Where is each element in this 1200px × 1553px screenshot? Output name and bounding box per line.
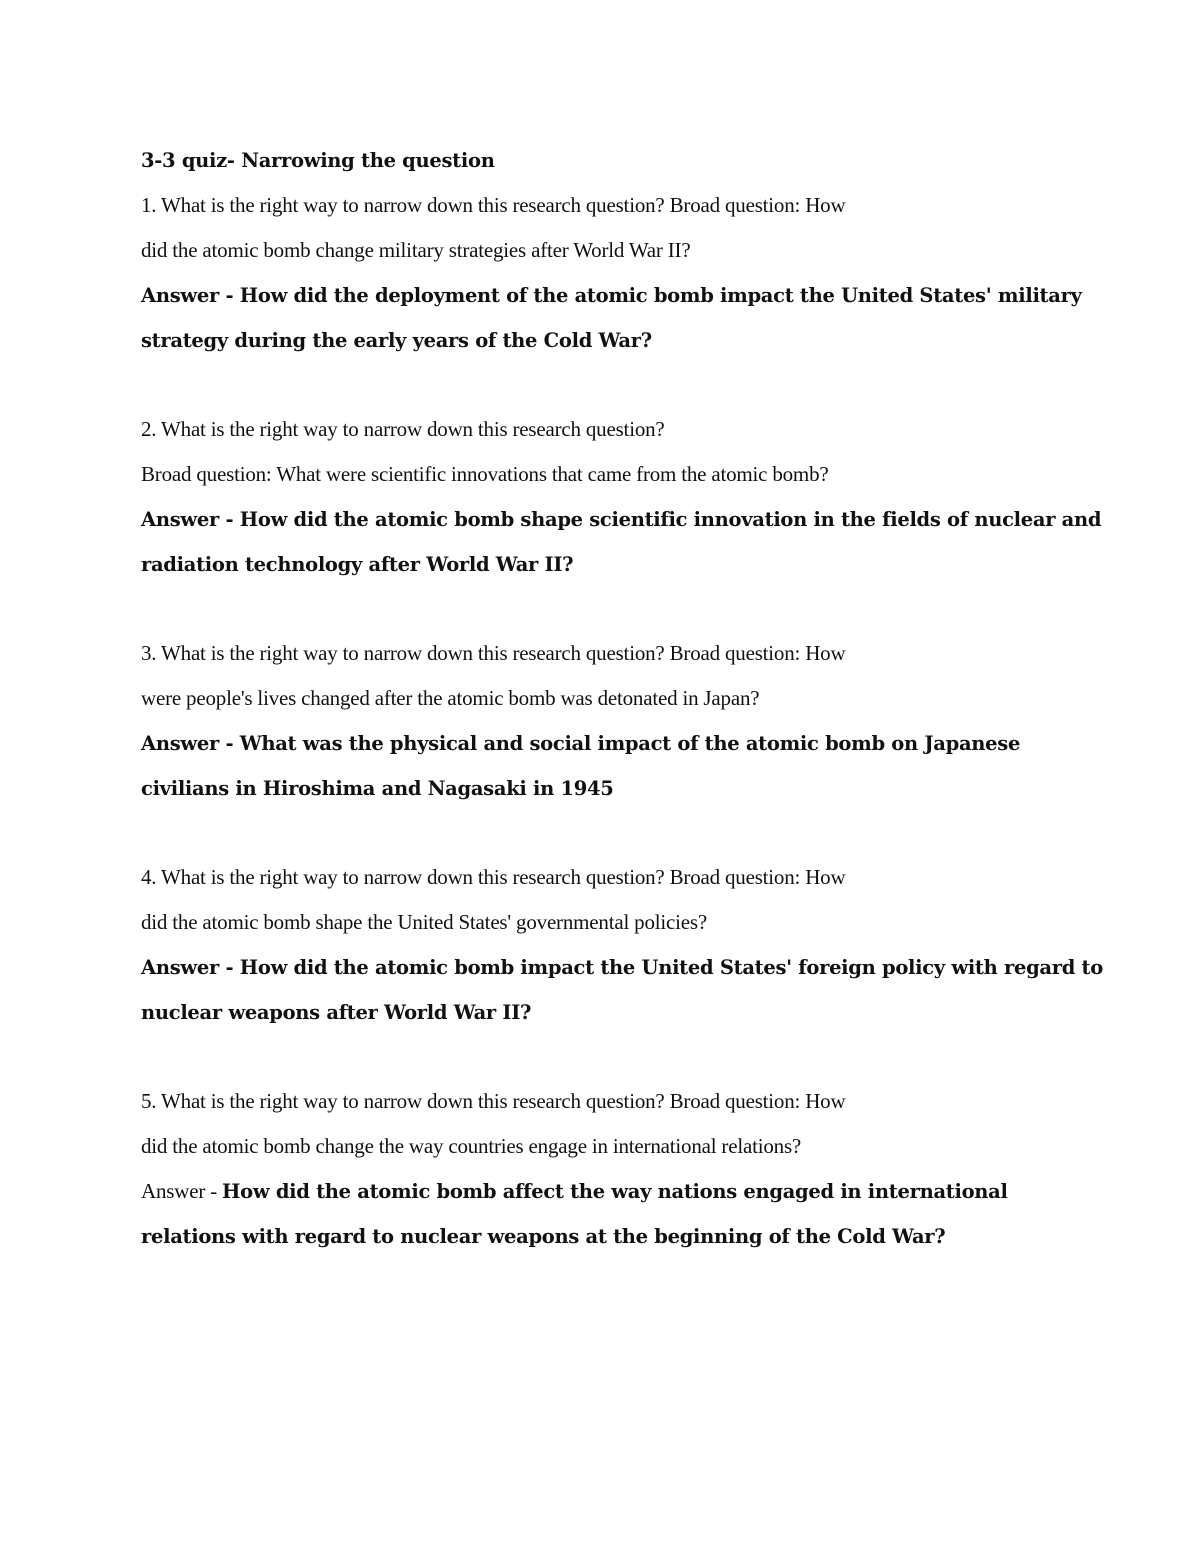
question-5-answer-line-2: relations with regard to nuclear weapons at the beginning of the Cold War? (141, 1225, 946, 1248)
question-block-1 (141, 183, 1082, 363)
question-3-answer-text: What was the physical and social impact of the atomic bomb on Japanese (239, 732, 1021, 755)
question-5-prompt-line-1: 5. What is the right way to narrow down this research question? Broad question: How (141, 1089, 846, 1113)
question-2-prompt-line-2: Broad question: What were scientific innovations that came from the atomic bomb? (141, 462, 829, 486)
question-3-answer-line-2: civilians in Hiroshima and Nagasaki in 1945 (141, 777, 614, 800)
question-5-answer-line-1 (141, 1169, 1071, 1214)
answer-label: Answer - (141, 732, 240, 755)
question-block-4 (141, 855, 1103, 1035)
question-1-prompt-line-1: 1. What is the right way to narrow down this research question? Broad question: How (141, 193, 846, 217)
question-2-answer-text: How did the atomic bomb shape scientific innovation in the fields of nuclear and (239, 508, 1102, 531)
question-4-answer-text: How did the atomic bomb impact the United States' foreign policy with regard to (239, 956, 1103, 979)
question-block-3 (141, 631, 1071, 811)
question-3-prompt-line-1: 3. What is the right way to narrow down this research question? Broad question: How (141, 641, 846, 665)
answer-label: Answer - (141, 508, 240, 531)
question-4-prompt-line-2: did the atomic bomb shape the United States' governmental policies? (141, 910, 707, 934)
question-block-5 (141, 1079, 1071, 1259)
question-2-answer-line-1 (141, 497, 1102, 542)
answer-label: Answer - (141, 284, 240, 307)
question-1-answer-line-1 (141, 273, 1082, 318)
question-1-answer-line-2: strategy during the early years of the Cold War? (141, 329, 652, 352)
question-4-prompt-line-1: 4. What is the right way to narrow down this research question? Broad question: How (141, 865, 846, 889)
question-2-answer-line-2: radiation technology after World War II? (141, 553, 574, 576)
question-3-prompt-line-2: were people's lives changed after the atomic bomb was detonated in Japan? (141, 686, 760, 710)
question-5-prompt-line-2: did the atomic bomb change the way countries engage in international relations? (141, 1134, 802, 1158)
answer-label: Answer - (141, 956, 240, 979)
question-5-answer-text: How did the atomic bomb affect the way nations engaged in international (222, 1180, 1008, 1203)
question-3-answer-line-1 (141, 721, 1071, 766)
document-body (141, 138, 1103, 1259)
question-2-prompt-line-1: 2. What is the right way to narrow down this research question? (141, 417, 665, 441)
question-1-answer-text: How did the deployment of the atomic bomb impact the United States' military (239, 284, 1082, 307)
document-title: 3-3 quiz- Narrowing the question (141, 149, 495, 172)
question-block-2 (141, 407, 1102, 587)
question-4-answer-line-1 (141, 945, 1103, 990)
question-1-prompt-line-2: did the atomic bomb change military strategies after World War II? (141, 238, 691, 262)
answer-label: Answer - (141, 1179, 223, 1203)
question-4-answer-line-2: nuclear weapons after World War II? (141, 1001, 532, 1024)
